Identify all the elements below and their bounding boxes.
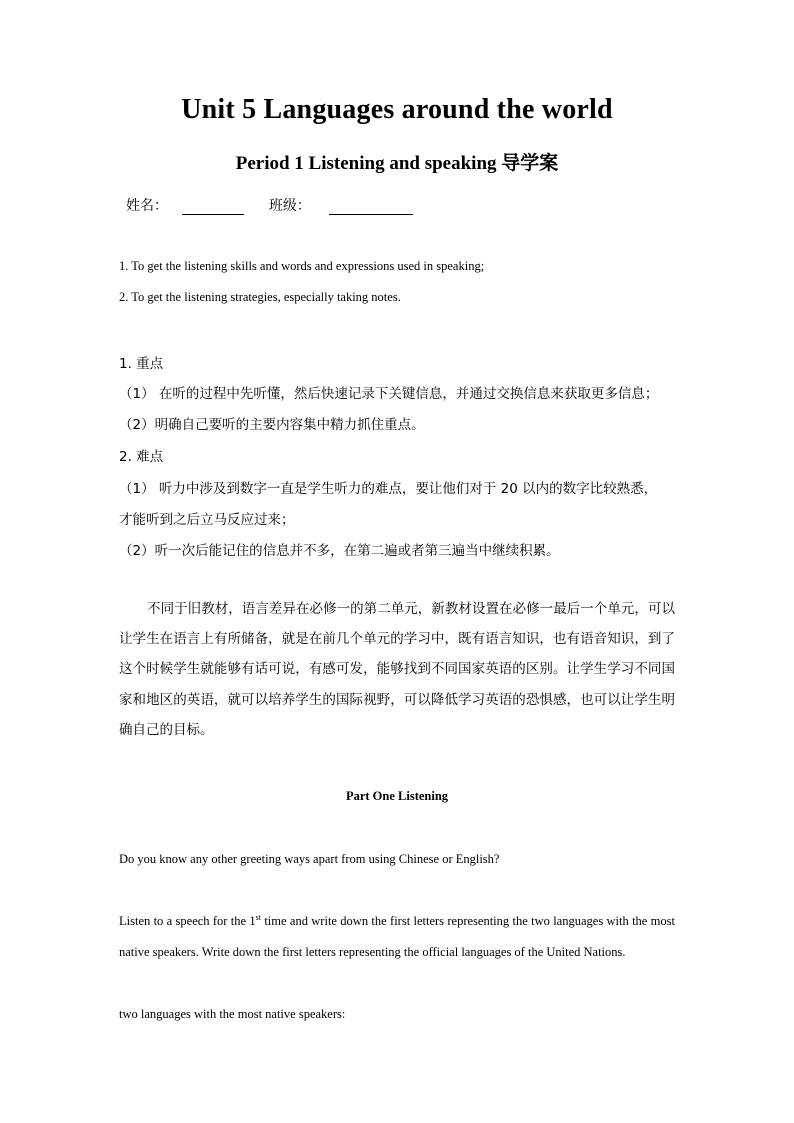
objective-2: 2. To get the listening strategies, especially taking notes. <box>119 290 401 304</box>
focus-item-1: （1） 在听的过程中先听懂，然后快速记录下关键信息，并通过交换信息来获取更多信息； <box>119 386 659 402</box>
part-one-heading: Part One Listening <box>345 789 449 803</box>
task-text-after: time and write down the first letters representing the two languages with the most native speakers. Write down the first letters representing the official languages of the United Nations. <box>119 914 675 959</box>
ordinal-suffix: st <box>255 912 261 922</box>
class-label: 班级： <box>268 198 311 214</box>
difficulty-item-1: （1） 听力中涉及到数字一直是学生听力的难点，要让他们对于 20 以内的数字比较熟悉， <box>119 481 658 497</box>
difficulty-heading: 2. 难点 <box>119 449 164 465</box>
focus-item-2: （2）明确自己要听的主要内容集中精力抓住重点。 <box>119 417 425 433</box>
name-label: 姓名： <box>126 198 168 214</box>
difficulty-item-2: （2）听一次后能记住的信息并不多，在第二遍或者第三遍当中继续积累。 <box>119 543 560 559</box>
analysis-paragraph <box>119 594 675 745</box>
analysis-text: 不同于旧教材，语言差异在必修一的第二单元，新教材设置在必修一最后一个单元，可以让学生在语言上有所储备，就是在前几个单元的学习中，既有语言知识，也有语音知识，到了这个时候学生就能够有话可说，有感可发，能够找到不同国家英语的区别。让学生学习不同国家和地区的英语，就可以培养学生的国际视野，可以降低学习英语的恐惧感，也可以让学生明确自己的目标。 <box>119 601 675 738</box>
document-subtitle: Period 1 Listening and speaking 导学案 <box>235 153 559 174</box>
focus-heading: 1. 重点 <box>119 356 164 372</box>
difficulty-item-1-cont: 才能听到之后立马反应过来； <box>119 512 295 528</box>
document-title: Unit 5 Languages around the world <box>181 94 613 125</box>
task-text-before: Listen to a speech for the 1 <box>119 914 256 928</box>
part-one-question: Do you know any other greeting ways apart from using Chinese or English? <box>119 852 500 866</box>
class-blank[interactable] <box>329 199 413 215</box>
student-info <box>126 195 413 215</box>
native-speakers-prompt: two languages with the most native speakers: <box>119 1007 346 1021</box>
objective-1: 1. To get the listening skills and words and expressions used in speaking; <box>119 259 485 273</box>
listening-task <box>119 906 675 968</box>
name-blank[interactable] <box>182 199 244 215</box>
